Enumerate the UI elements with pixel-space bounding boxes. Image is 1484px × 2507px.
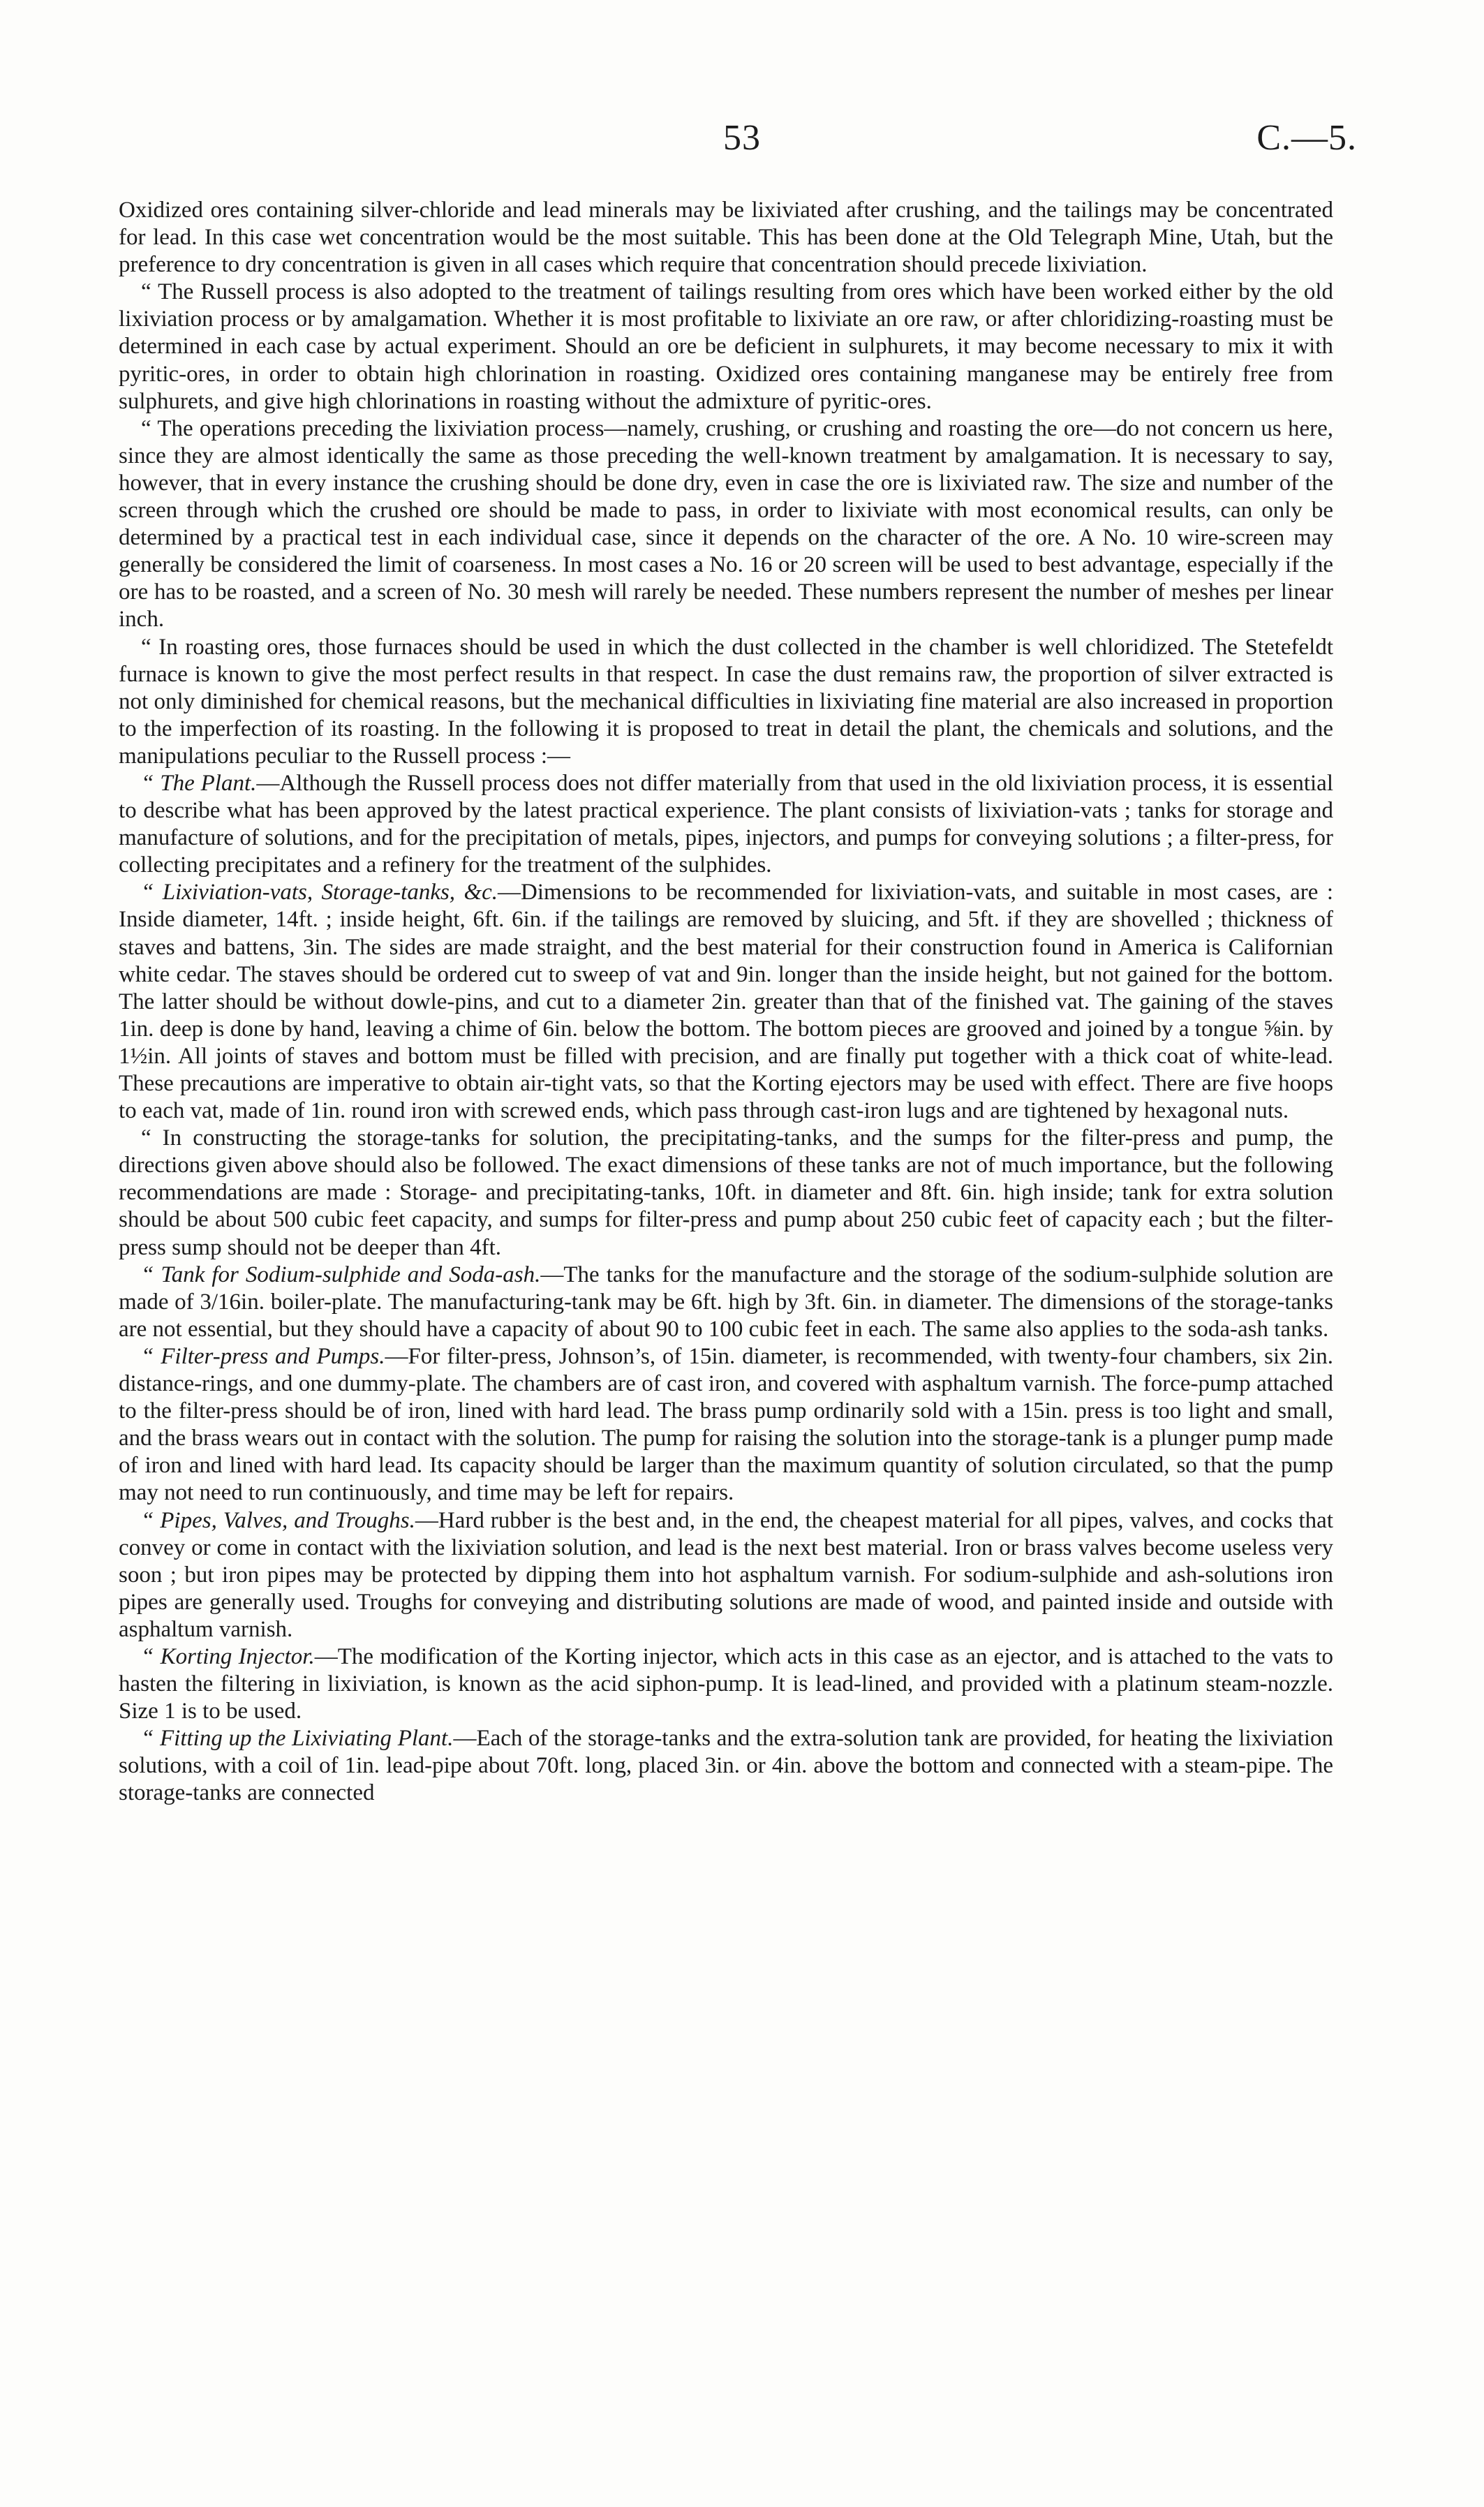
section-heading: “ The Plant. [141,770,257,796]
document-reference: C.—5. [1256,118,1357,158]
body-text [119,197,1333,1807]
paragraph-text: —Although the Russell process does not differ materially from that used in the old lixiviation process, it is essential to describe what has been approved by the latest practical experience. The plant consists of lixiviation-vats ; tanks for storage and manufacture of solutions, and for the precipitation of metals, pipes, injectors, and pumps for conveying solutions ; a filter-press, for collecting precipitates and a refinery for the treatment of the sulphides. [119,770,1333,878]
paragraph [119,1125,1333,1261]
paragraph [119,770,1333,879]
section-heading: “ Pipes, Valves, and Troughs. [141,1507,415,1533]
paragraph [119,1343,1333,1507]
paragraph-text: “ The Russell process is also adopted to the treatment of tailings resulting from ores which have been worked either by the old lixiviation process or by amalgamation. Whether it is most profitable to lixiviate an ore raw, or after chloridizing-roasting must be determined in each case by actual experiment. Should an ore be deficient in sulphurets, it may become necessary to mix it with pyritic-ores, in order to obtain high chlorination in roasting. Oxidized ores containing manganese may be entirely free from sulphurets, and give high chlorinations in roasting without the admixture of pyritic-ores. [119,279,1333,414]
section-heading: “ Tank for Sodium-sulphide and Soda-ash. [141,1262,541,1287]
section-heading: “ Filter-press and Pumps. [141,1343,385,1369]
paragraph [119,1725,1333,1807]
paragraph-text: —Each of the storage-tanks and the extra-solution tank are provided, for heating the lixiviation solutions, with a coil of 1in. lead-pipe about 70ft. long, placed 3in. or 4in. above the bottom and connected with a steam-pipe. The storage-tanks are connected [119,1726,1333,1806]
paragraph-text: “ In constructing the storage-tanks for solution, the precipitating-tanks, and the sumps for the filter-press and pump, the directions given above should also be followed. The exact dimensions of these tanks are not of much importance, but the following recommendations are made : Storage- and precipitating-tanks, 10ft. in diameter and 8ft. 6in. high inside; tank for extra solution should be about 500 cubic feet capacity, and sumps for filter-press and pump about 250 cubic feet of capacity each ; but the filter-press sump should not be deeper than 4ft. [119,1125,1333,1260]
paragraph-text: —The tanks for the manufacture and the storage of the sodium-sulphide solution are made of 3/16in. boiler-plate. The manufacturing-tank may be 6ft. high by 3ft. 6in. in diameter. The dimensions of the storage-tanks are not essential, but they should have a capacity of about 90 to 100 cubic feet in each. The same also applies to the soda-ash tanks. [119,1262,1333,1342]
paragraph-text: —The modification of the Korting injector, which acts in this case as an ejector, and is attached to the vats to hasten the filtering in lixiviation, is known as the acid siphon-pump. It is lead-lined, and provided with a platinum steam-nozzle. Size 1 is to be used. [119,1643,1333,1724]
section-heading: “ Lixiviation-vats, Storage-tanks, &c. [141,880,498,905]
page-header [0,117,1484,166]
paragraph-text: “ In roasting ores, those furnaces should be used in which the dust collected in the chamber is well chloridized. The Stetefeldt furnace is known to give the most perfect results in that respect. In case the dust remains raw, the proportion of silver extracted is not only diminished for chemical reasons, but the mechanical difficulties in lixiviating fine material are also increased in proportion to the imperfection of its roasting. In the following it is proposed to treat in detail the plant, the chemicals and solutions, and the manipulations peculiar to the Russell process :— [119,634,1333,769]
paragraph [119,879,1333,1125]
section-heading: “ Korting Injector. [141,1643,315,1669]
paragraph [119,1262,1333,1343]
paragraph-text: “ The operations preceding the lixiviation process—namely, crushing, or crushing and roasting the ore—do not concern us here, since they are almost identically the same as those preceding the well-known treatment by amalgamation. It is necessary to say, however, that in every instance the crushing should be done dry, even in case the ore is lixiviated raw. The size and number of the screen through which the crushed ore should be made to pass, in order to lixiviate with most economical results, can only be determined by a practical test in each individual case, since it depends on the character of the ore. A No. 10 wire-screen may generally be considered the limit of coarseness. In most cases a No. 16 or 20 screen will be used to best advantage, especially if the ore has to be roasted, and a screen of No. 30 mesh will rarely be needed. These numbers represent the number of meshes per linear inch. [119,415,1333,633]
section-heading: “ Fitting up the Lixiviating Plant. [141,1726,454,1752]
paragraph-text: —Dimensions to be recommended for lixiviation-vats, and suitable in most cases, are : Inside diameter, 14ft. ; inside height, 6ft. 6in. if the tailings are removed by sluicing, and 5ft. if they are shovelled ; thickness of staves and battens, 3in. The sides are made straight, and the best material for their construction found in America is Californian white cedar. The staves should be ordered cut to sweep of vat and 9in. longer than the inside height, but not gained for the bottom. The latter should be without dowle-pins, and cut to a diameter 2in. greater than that of the finished vat. The gaining of the staves 1in. deep is done by hand, leaving a chime of 6in. below the bottom. The bottom pieces are grooved and joined by a tongue ⅝in. by 1½in. All joints of staves and bottom must be filled with precision, and are finally put together with a thick coat of white-lead. These precautions are imperative to obtain air-tight vats, so that the Korting ejectors may be used with effect. There are five hoops to each vat, made of 1in. round iron with screwed ends, which pass through cast-iron lugs and are tightened by hexagonal nuts. [119,880,1333,1124]
paragraph [119,279,1333,415]
paragraph-text: Oxidized ores containing silver-chloride and lead minerals may be lixiviated after crushing, and the tailings may be concentrated for lead. In this case wet concentration would be the most suitable. This has been done at the Old Telegraph Mine, Utah, but the preference to dry concentration is given in all cases which require that concentration should precede lixiviation. [119,198,1333,278]
paragraph-text: —Hard rubber is the best and, in the end, the cheapest material for all pipes, valves, and cocks that convey or come in contact with the lixiviation solution, and lead is the next best material. Iron or brass valves become useless very soon ; but iron pipes may be protected by dipping them into hot asphaltum varnish. For sodium-sulphide and ash-solutions iron pipes are generally used. Troughs for conveying and distributing solutions are made of wood, and painted inside and outside with asphaltum varnish. [119,1507,1333,1642]
paragraph [119,415,1333,634]
paragraph [119,634,1333,770]
paragraph [119,197,1333,279]
paragraph [119,1643,1333,1725]
paragraph [119,1507,1333,1643]
paragraph-text: —For filter-press, Johnson’s, of 15in. diameter, is recommended, with twenty-four chambers, six 2in. distance-rings, and one dummy-plate. The chambers are of cast iron, and covered with asphaltum varnish. The force-pump attached to the filter-press should be of iron, lined with hard lead. The brass pump ordinarily sold with a 15in. press is too light and small, and the brass wears out in contact with the solution. The pump for raising the solution into the storage-tank is a plunger pump made of iron and lined with hard lead. Its capacity should be larger than the maximum quantity of solution circulated, so that the pump may not need to run continuously, and time may be left for repairs. [119,1343,1333,1506]
page-number: 53 [723,118,761,158]
